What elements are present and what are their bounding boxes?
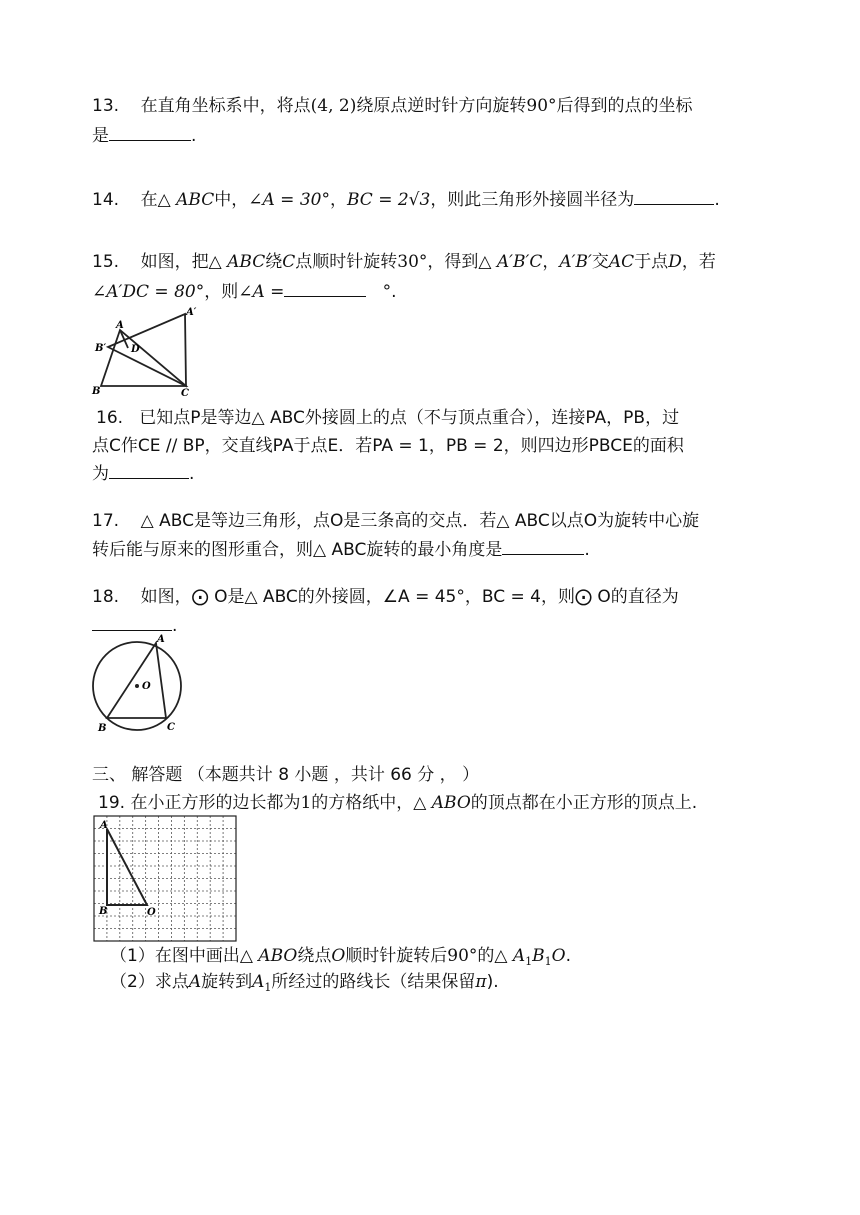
q15-line1 [92,250,716,274]
q19-text: （1）在图中画出 [110,946,240,966]
q13-angle: 90° [526,96,557,116]
q17-end: . [584,540,590,560]
q13-number: 13. [92,96,120,116]
q14-bc: BC = 2√3 [346,190,431,210]
q18-line1 [92,585,679,609]
q19-text: （2）求点 [110,972,189,992]
q14-text: ， [329,190,347,210]
label-a: A [100,820,108,831]
q15-point: C [282,252,296,272]
q19-text: 的 [477,946,495,966]
q14-angle: ∠A = 30° [248,190,330,210]
q13-point: (4, 2) [310,96,357,116]
q14-number: 14. [92,190,120,210]
q19-text: 19. 在小正方形的边长都为 [98,793,301,813]
subscript: 1 [264,981,272,994]
q15-triangle: △ ABC [208,252,266,272]
q18-end: . [172,616,178,636]
q15-text: ， [542,252,560,272]
subscript: 1 [525,955,533,968]
q19-pi: π [475,972,487,992]
q17-number: 17. [92,511,120,531]
answer-blank[interactable] [502,536,584,555]
q19-line1 [98,791,697,815]
q15-text: 如图，把 [140,252,209,272]
q13-text: 后得到的点的坐标 [556,96,693,116]
q18-number: 18. [92,587,120,607]
q18-text: 如图，⨀ O是△ ABC的外接圆，∠A = 45°，BC = 4，则⨀ O的直径为 [140,587,679,607]
q15-point: D [668,252,682,272]
triangle-abc [107,643,166,718]
q19-text: 的方格纸中， [311,793,414,813]
q15-number: 15. [92,252,120,272]
q14-text: 在 [140,190,158,210]
q14-text: ，则此三角形外接圆半径为 [430,190,635,210]
q14-triangle: △ ABC [157,190,215,210]
triangle-abc [101,330,186,386]
q15-angle-a: ∠A = [238,282,285,302]
q16-text: 为 [92,464,109,484]
q19-point: A [188,972,202,992]
q15-segment: A′B′ [559,252,592,272]
label-a-prime: A′ [186,307,197,318]
q16-text: 已知点P是等边△ ABC外接圆上的点（不与顶点重合），连接PA，PB，过 [139,408,680,428]
q19-part2 [110,970,499,996]
q15-text: ，若 [681,252,716,272]
subscript: 1 [544,955,552,968]
q15-angle: 30° [397,252,428,272]
q15-text: ，得到 [427,252,479,272]
q19-one: 1 [300,793,312,813]
q16-line1 [96,406,679,430]
q19-triangle: △ ABO [239,946,298,966]
label-d: D [131,344,140,355]
q19-text: 旋转到 [201,972,253,992]
q13-text: 绕原点逆时针方向旋转 [356,96,527,116]
q13-end: . [191,126,197,146]
q19-text: 的顶点都在小正方形的顶点上. [470,793,698,813]
q16-text: 点C作CE // BP，交直线PA于点E．若PA = 1，PB = 2，则四边形PBCE的面积 [92,436,684,456]
label-a: A [116,320,124,331]
q19-point: B [532,946,545,966]
answer-blank[interactable] [634,186,714,205]
label-c: C [167,722,175,733]
q15-figure [90,306,200,396]
q17-line2 [92,536,590,562]
label-o: O [147,907,156,918]
q19-end: ). [486,972,499,992]
q19-point: O [331,946,346,966]
q19-triangle: △ ABO [413,793,471,813]
label-b-prime: B′ [95,343,107,354]
label-a: A [157,634,165,645]
center-dot [135,684,139,688]
q14-line1 [92,186,720,212]
q15-segment: AC [608,252,635,272]
q15-text: 于点 [634,252,669,272]
label-o: O [142,681,151,692]
q19-text: 绕点 [297,946,332,966]
q15-triangle2: △ A′B′C [478,252,543,272]
q15-line2 [92,278,397,304]
q17-text: △ ABC是等边三角形，点O是三条高的交点．若△ ABC以点O为旋转中心旋 [140,511,700,531]
label-b: B [98,723,107,734]
q13-text: 在直角坐标系中，将点 [140,96,311,116]
q16-line2 [92,434,684,458]
q18-figure [90,634,190,734]
q17-text: 转后能与原来的图形重合，则△ ABC旋转的最小角度是 [92,540,503,560]
section-title-text: 三、 解答题 （本题共计 8 小题 ，共计 66 分 ， ） [92,765,480,785]
label-b: B [92,386,101,396]
label-c: C [181,388,189,396]
q19-text: 所经过的路线长（结果保留 [271,972,476,992]
q19-triangle2: △ A [494,946,526,966]
q14-end: . [714,190,720,210]
q16-line3 [92,460,194,486]
q19-text: 顺时针旋转后 [345,946,448,966]
q15-text: 绕 [265,252,283,272]
label-b: B [99,906,108,917]
q15-text: 点顺时针旋转 [295,252,398,272]
q19-angle: 90° [447,946,478,966]
q15-end: °. [382,282,397,302]
answer-blank[interactable] [92,612,172,631]
q19-end: . [565,946,572,966]
grid-lines [94,816,236,941]
q13-line1 [92,94,693,118]
answer-blank[interactable] [284,278,366,297]
q15-angle: ∠A′DC = 80° [92,282,205,302]
q19-part1 [110,944,571,970]
q13-text: 是 [92,126,109,146]
triangle-abo [107,829,147,905]
q19-point: A [252,972,265,992]
q15-text: 交 [591,252,609,272]
q14-text: 中， [214,190,249,210]
q15-text: ，则 [204,282,239,302]
q16-end: . [189,464,195,484]
answer-blank[interactable] [109,122,191,141]
section-title [92,763,479,787]
answer-blank[interactable] [109,460,189,479]
q17-line1 [92,509,699,533]
q16-number: 16. [96,408,124,428]
q19-grid-figure [93,815,237,943]
q13-line2 [92,122,196,148]
q19-point: O [551,946,566,966]
